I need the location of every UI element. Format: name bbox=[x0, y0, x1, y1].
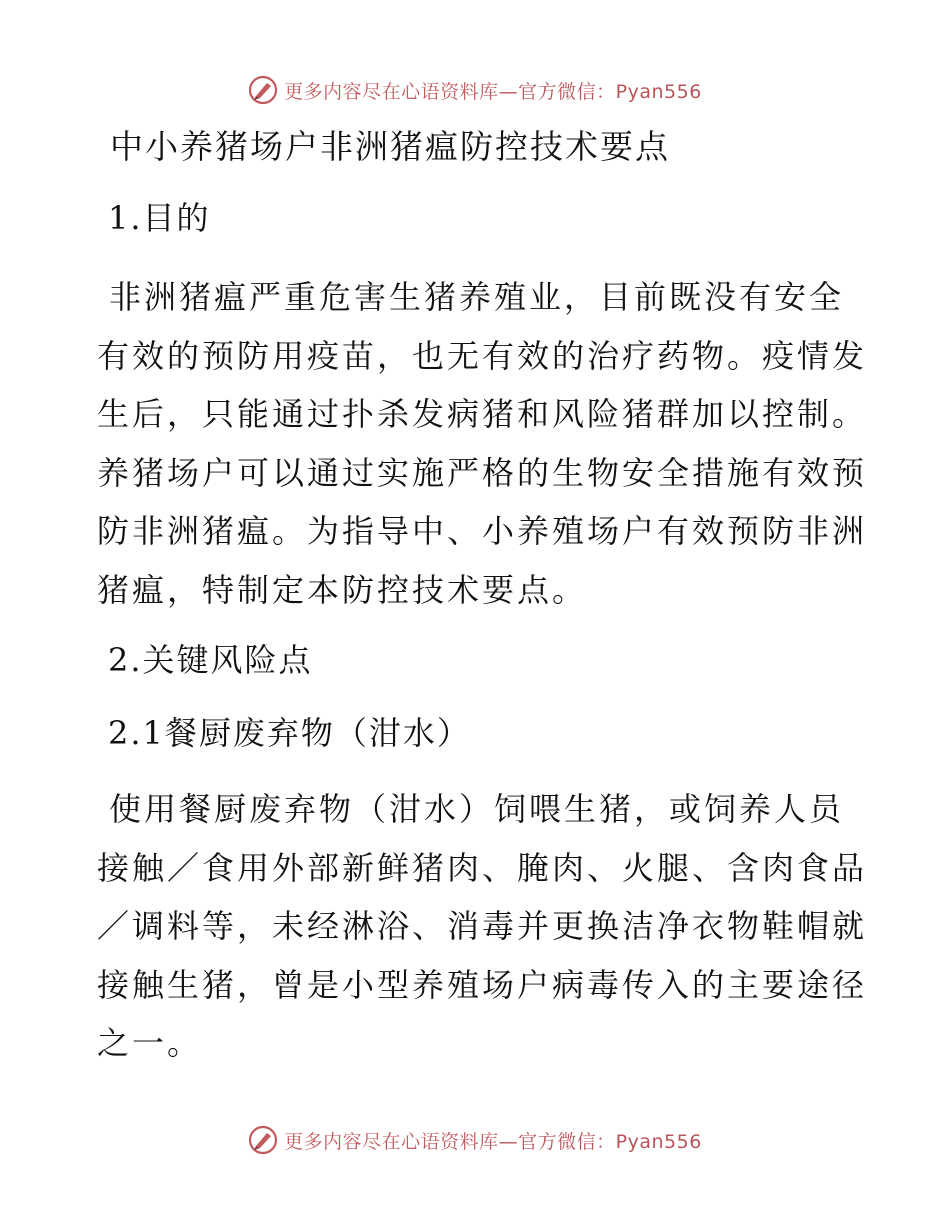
pen-logo-icon bbox=[248, 1125, 278, 1155]
paragraph-line: 猪瘟，特制定本防控技术要点。 bbox=[97, 570, 588, 609]
paragraph-line: 接触／食用外部新鲜猪肉、腌肉、火腿、含肉食品 bbox=[97, 848, 868, 887]
paragraph-line: 之一。 bbox=[97, 1024, 203, 1062]
header-banner-text: 更多内容尽在心语资料库—官方微信：Pyan556 bbox=[284, 80, 702, 103]
section-2-1-paragraph bbox=[97, 780, 867, 1073]
pen-logo-icon bbox=[248, 75, 278, 105]
section-2-heading: 2.关键风险点 bbox=[108, 641, 313, 679]
paragraph-line: ／调料等，未经淋浴、消毒并更换洁净衣物鞋帽就 bbox=[97, 907, 868, 945]
section-2-1-heading: 2.1餐厨废弃物（泔水） bbox=[108, 714, 471, 752]
paragraph-line: 有效的预防用疫苗，也无有效的治疗药物。疫情发 bbox=[97, 336, 868, 375]
paragraph-line: 非洲猪瘟严重危害生猪养殖业，目前既没有安全 bbox=[109, 278, 845, 316]
document-title: 中小养猪场户非洲猪瘟防控技术要点 bbox=[110, 127, 670, 166]
section-1-paragraph bbox=[97, 268, 867, 619]
footer-banner-text: 更多内容尽在心语资料库—官方微信：Pyan556 bbox=[284, 1130, 702, 1153]
paragraph-line: 接触生猪，曾是小型养殖场户病毒传入的主要途径 bbox=[97, 965, 868, 1004]
paragraph-line: 使用餐厨废弃物（泔水）饲喂生猪，或饲养人员 bbox=[109, 790, 845, 828]
paragraph-line: 养猪场户可以通过实施严格的生物安全措施有效预 bbox=[97, 453, 868, 492]
paragraph-line: 生后，只能通过扑杀发病猪和风险猪群加以控制。 bbox=[97, 395, 868, 433]
section-1-heading: 1.目的 bbox=[108, 199, 211, 237]
header-banner bbox=[0, 72, 950, 108]
paragraph-line: 防非洲猪瘟。为指导中、小养殖场户有效预防非洲 bbox=[97, 512, 868, 550]
footer-banner bbox=[0, 1122, 950, 1158]
